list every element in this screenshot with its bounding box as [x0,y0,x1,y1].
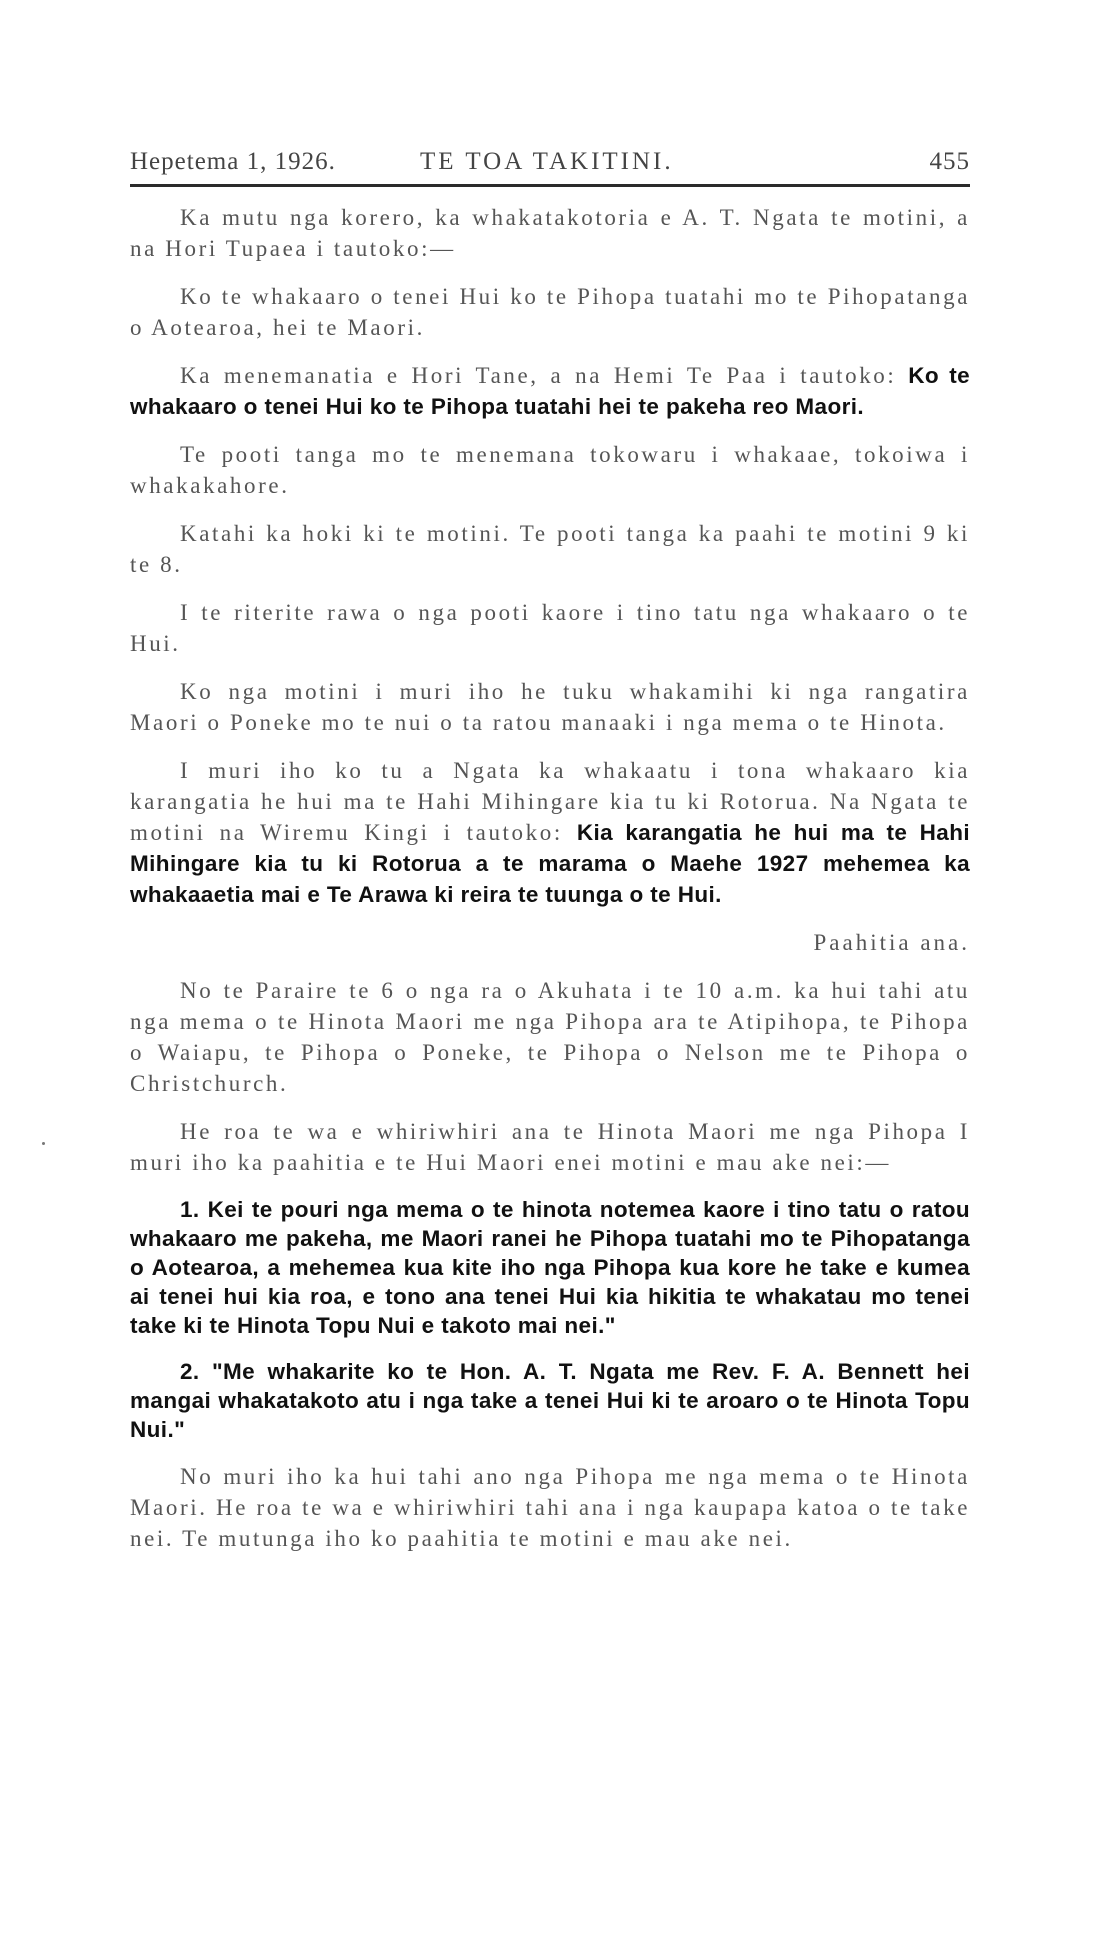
resolution-1: 1. Kei te pouri nga mema o te hinota notemea kaore i tino tatu o ratou whakaaro me pakeha, me Maori ranei he Pihopa tuatahi mo te Pihopatanga o Aotearoa, a mehemea kua kite iho nga Pihopa kua kore he take e kumea ai tenei hui kia roa, e tono ana tenei Hui kia hikitia te whakatau mo tenei take ki te Hinota Topu Nui e takoto mai nei." [130,1197,970,1338]
margin-dot [42,1142,45,1145]
header-title: TE TOA TAKITINI. [420,148,674,175]
page-number: 455 [929,148,970,175]
paragraph-rotorua-motion: I muri iho ko tu a Ngata ka whakaatu i tona whakaaro kia karangatia he hui ma te Hahi Mihingare kia tu ki Rotorua. Na Ngata te motini na Wiremu Kingi i tautoko: Kia karangatia he hui ma te Hahi Mihingare kia tu ki Rotorua a te marama o Maehe 1927 mehemea ka whakaaetia mai e Te Arawa ki reira te tuunga o te Hui. [130,758,970,907]
header-date: Hepetema 1, 1926. [130,148,336,175]
header-rule [130,184,970,187]
paragraph-motion-vote: Katahi ka hoki ki te motini. Te pooti tanga ka paahi te motini 9 ki te 8. [130,521,970,577]
page-header [130,148,970,188]
paragraph-amendment: Ka menemanatia e Hori Tane, a na Hemi Te Paa i tautoko: Ko te whakaaro o tenei Hui ko te Pihopa tuatahi hei te pakeha reo Maori. [130,363,971,419]
paragraph-amendment-vote: Te pooti tanga mo te menemana tokowaru i whakaae, tokoiwa i whakakahore. [130,442,970,498]
paragraph-discussion: He roa te wa e whiriwhiri ana te Hinota Maori me nga Pihopa I muri iho ka paahitia e te Hui Maori enei motini e mau ake nei:— [130,1119,970,1175]
article-body [130,202,970,1571]
paragraph-thanks-motion: Ko nga motini i muri iho he tuku whakamihi ki nga rangatira Maori o Poneke mo te nui o ta ratou manaaki i nga mema o te Hinota. [130,679,970,735]
paragraph-motion-intro: Ka mutu nga korero, ka whakatakotoria e A. T. Ngata te motini, a na Hori Tupaea i tautoko:— [130,205,970,261]
resolution-2: 2. "Me whakarite ko te Hon. A. T. Ngata me Rev. F. A. Bennett hei mangai whakatakoto atu i nga take a tenei Hui ki te aroaro o te Hinota Topu Nui." [130,1359,970,1442]
paragraph-passed: Paahitia ana. [813,930,970,955]
paragraph-close-vote: I te riterite rawa o nga pooti kaore i tino tatu nga whakaaro o te Hui. [130,600,970,656]
paragraph-final: No muri iho ka hui tahi ano nga Pihopa me nga mema o te Hinota Maori. He roa te wa e whiriwhiri tahi ana i nga kaupapa katoa o te take nei. Te mutunga iho ko paahitia te motini e mau ake nei. [130,1464,970,1551]
paragraph-motion-text: Ko te whakaaro o tenei Hui ko te Pihopa tuatahi mo te Pihopatanga o Aotearoa, hei te Maori. [130,284,970,340]
rotorua-bold-text: Kia karangatia he hui ma te Hahi Mihingare kia tu ki Rotorua a te marama o Maehe 1927 mehemea ka whakaaetia mai e Te Arawa ki reira te tuunga o te Hui. [130,820,970,907]
paragraph-joint-meeting: No te Paraire te 6 o nga ra o Akuhata i te 10 a.m. ka hui tahi atu nga mema o te Hinota Maori me nga Pihopa ara te Atipihopa, te Pihopa o Waiapu, te Pihopa o Poneke, te Pihopa o Nelson me te Pihopa o Christchurch. [130,978,970,1096]
amendment-bold-text: Ko te whakaaro o tenei Hui ko te Pihopa tuatahi hei te pakeha reo Maori. [130,363,971,419]
